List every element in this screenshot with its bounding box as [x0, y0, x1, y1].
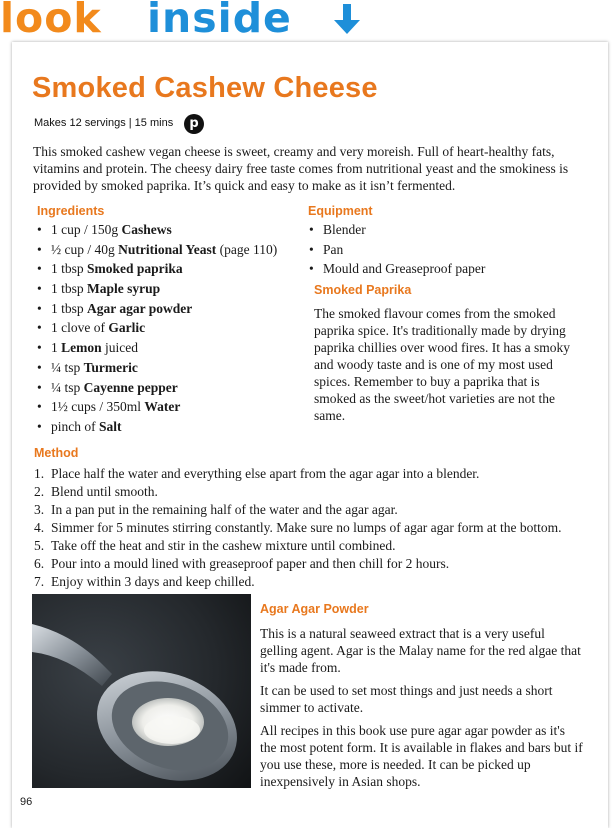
smoked-paprika-heading: Smoked Paprika — [314, 283, 412, 297]
agar-heading: Agar Agar Powder — [260, 602, 369, 616]
step-number: 2. — [34, 484, 45, 499]
look-inside-banner — [0, 0, 612, 42]
ingredient-quantity: 1½ cups / 350ml — [51, 399, 145, 415]
ingredient-quantity: 1 tbsp — [51, 300, 88, 316]
step-number: 7. — [34, 574, 45, 589]
agar-paragraph-2: It can be used to set most things and just needs a short simmer to activate. — [260, 683, 553, 715]
bullet-icon: • — [37, 399, 42, 415]
ingredient-name: Cayenne pepper — [83, 379, 178, 395]
pinterest-icon[interactable]: p — [184, 114, 204, 134]
bullet-icon: • — [37, 320, 42, 336]
ingredient-quantity: ¼ tsp — [51, 379, 84, 395]
ingredient-item — [34, 397, 277, 417]
bullet-icon: • — [37, 359, 42, 375]
step-text: In a pan put in the remaining half of the water and the agar agar. — [51, 502, 398, 517]
ingredient-item — [34, 220, 277, 240]
ingredient-name: Maple syrup — [87, 281, 161, 297]
bullet-icon: • — [37, 340, 42, 356]
ingredients-list — [34, 220, 277, 437]
method-step — [34, 501, 562, 519]
ingredients-heading: Ingredients — [37, 204, 105, 218]
ingredient-name: Turmeric — [83, 359, 138, 375]
step-text: Enjoy within 3 days and keep chilled. — [51, 574, 255, 589]
ingredient-quantity: 1 clove of — [51, 320, 109, 336]
ingredient-item — [34, 318, 277, 338]
ingredient-quantity: ½ cup / 40g — [51, 241, 119, 257]
ingredient-note: juiced — [101, 340, 138, 356]
method-step — [34, 465, 562, 483]
equipment-item — [306, 240, 485, 260]
recipe-meta: Makes 12 servings | 15 mins — [34, 117, 174, 129]
ingredient-name: Garlic — [108, 320, 146, 336]
bullet-icon: • — [37, 241, 42, 257]
step-number: 1. — [34, 466, 45, 481]
recipe-intro: This smoked cashew vegan cheese is sweet, creamy and very moreish. Full of heart-healthy fats, vitamins and protein. The cheesy dairy free taste comes from nutritional yeast and the smokiness is provided by smoked paprika. It’s quick and easy to make as it isn’t fermented. — [33, 144, 569, 193]
method-list — [34, 465, 562, 591]
equipment-item — [306, 259, 485, 279]
ingredient-item — [34, 240, 277, 260]
ingredient-item — [34, 417, 277, 437]
recipe-title: Smoked Cashew Cheese — [32, 72, 378, 104]
bullet-icon: • — [37, 222, 42, 237]
agar-paragraph-1: This is a natural seaweed extract that is a very useful gelling agent. Agar is the Malay name for the red algae that it's made from. — [260, 626, 581, 675]
bullet-icon: • — [37, 300, 42, 316]
equipment-label: Mould and Greaseproof paper — [323, 261, 486, 277]
ingredient-name: Smoked paprika — [87, 261, 183, 277]
step-number: 3. — [34, 502, 45, 517]
agar-paragraph-3: All recipes in this book use pure agar agar powder as it's the most potent form. It is available in flakes and bars but if you use these, more is needed. It can be picked up inexpensively in Asian shops. — [260, 723, 583, 789]
equipment-heading: Equipment — [308, 204, 373, 218]
step-text: Simmer for 5 minutes stirring constantly. Make sure no lumps of agar agar form at the bottom. — [51, 520, 562, 535]
ingredient-item — [34, 378, 277, 398]
ingredient-item — [34, 259, 277, 279]
ingredient-name: Salt — [99, 418, 122, 434]
arrow-down-icon — [330, 2, 364, 36]
ingredient-quantity: 1 cup / 150g — [51, 222, 122, 237]
bullet-icon: • — [37, 379, 42, 395]
banner-inside-text: inside — [147, 0, 292, 42]
method-step — [34, 483, 562, 501]
ingredient-name: Lemon — [61, 340, 102, 356]
step-number: 5. — [34, 538, 45, 553]
step-text: Blend until smooth. — [51, 484, 158, 499]
equipment-list — [306, 220, 485, 279]
bullet-icon: • — [37, 261, 42, 277]
ingredient-name: Water — [144, 399, 181, 415]
ingredient-quantity: 1 tbsp — [51, 261, 88, 277]
bullet-icon: • — [37, 281, 42, 297]
ingredient-item — [34, 279, 277, 299]
smoked-paprika-text: The smoked flavour comes from the smoked paprika spice. It's traditionally made by drying paprika chillies over wood fires. It has a smoky and woody taste and is one of my most used spices. Remember to buy a paprika that is smoked as the sweet/hot varieties are not the same. — [314, 306, 571, 423]
bullet-icon: • — [37, 418, 42, 434]
page-number: 96 — [20, 796, 33, 808]
ingredient-quantity: pinch of — [51, 418, 99, 434]
ingredient-item — [34, 358, 277, 378]
ingredient-item — [34, 299, 277, 319]
method-step — [34, 537, 562, 555]
bullet-icon: • — [309, 222, 314, 237]
bullet-icon: • — [309, 261, 314, 277]
ingredient-name: Nutritional Yeast — [118, 241, 217, 257]
step-text: Take off the heat and stir in the cashew mixture until combined. — [51, 538, 396, 553]
method-heading: Method — [34, 446, 79, 460]
ingredient-note: (page 110) — [216, 241, 278, 257]
step-text: Pour into a mould lined with greaseproof paper and then chill for 2 hours. — [51, 556, 450, 571]
step-number: 4. — [34, 520, 45, 535]
method-step — [34, 555, 562, 573]
bullet-icon: • — [309, 241, 314, 257]
ingredient-name: Agar agar powder — [87, 300, 193, 316]
equipment-label: Pan — [323, 241, 344, 257]
equipment-item — [306, 220, 485, 240]
ingredient-name: Cashews — [121, 222, 172, 237]
ingredient-quantity: 1 tbsp — [51, 281, 88, 297]
ingredient-quantity: ¼ tsp — [51, 359, 84, 375]
method-step — [34, 519, 562, 537]
spoon-with-agar-powder-photo — [32, 594, 251, 788]
step-number: 6. — [34, 556, 45, 571]
step-text: Place half the water and everything else apart from the agar agar into a blender. — [51, 466, 480, 481]
banner-look-text: look — [0, 0, 102, 42]
ingredient-item — [34, 338, 277, 358]
ingredient-quantity: 1 — [51, 340, 62, 356]
recipe-page — [12, 42, 608, 828]
equipment-label: Blender — [323, 222, 366, 237]
method-step — [34, 573, 562, 591]
